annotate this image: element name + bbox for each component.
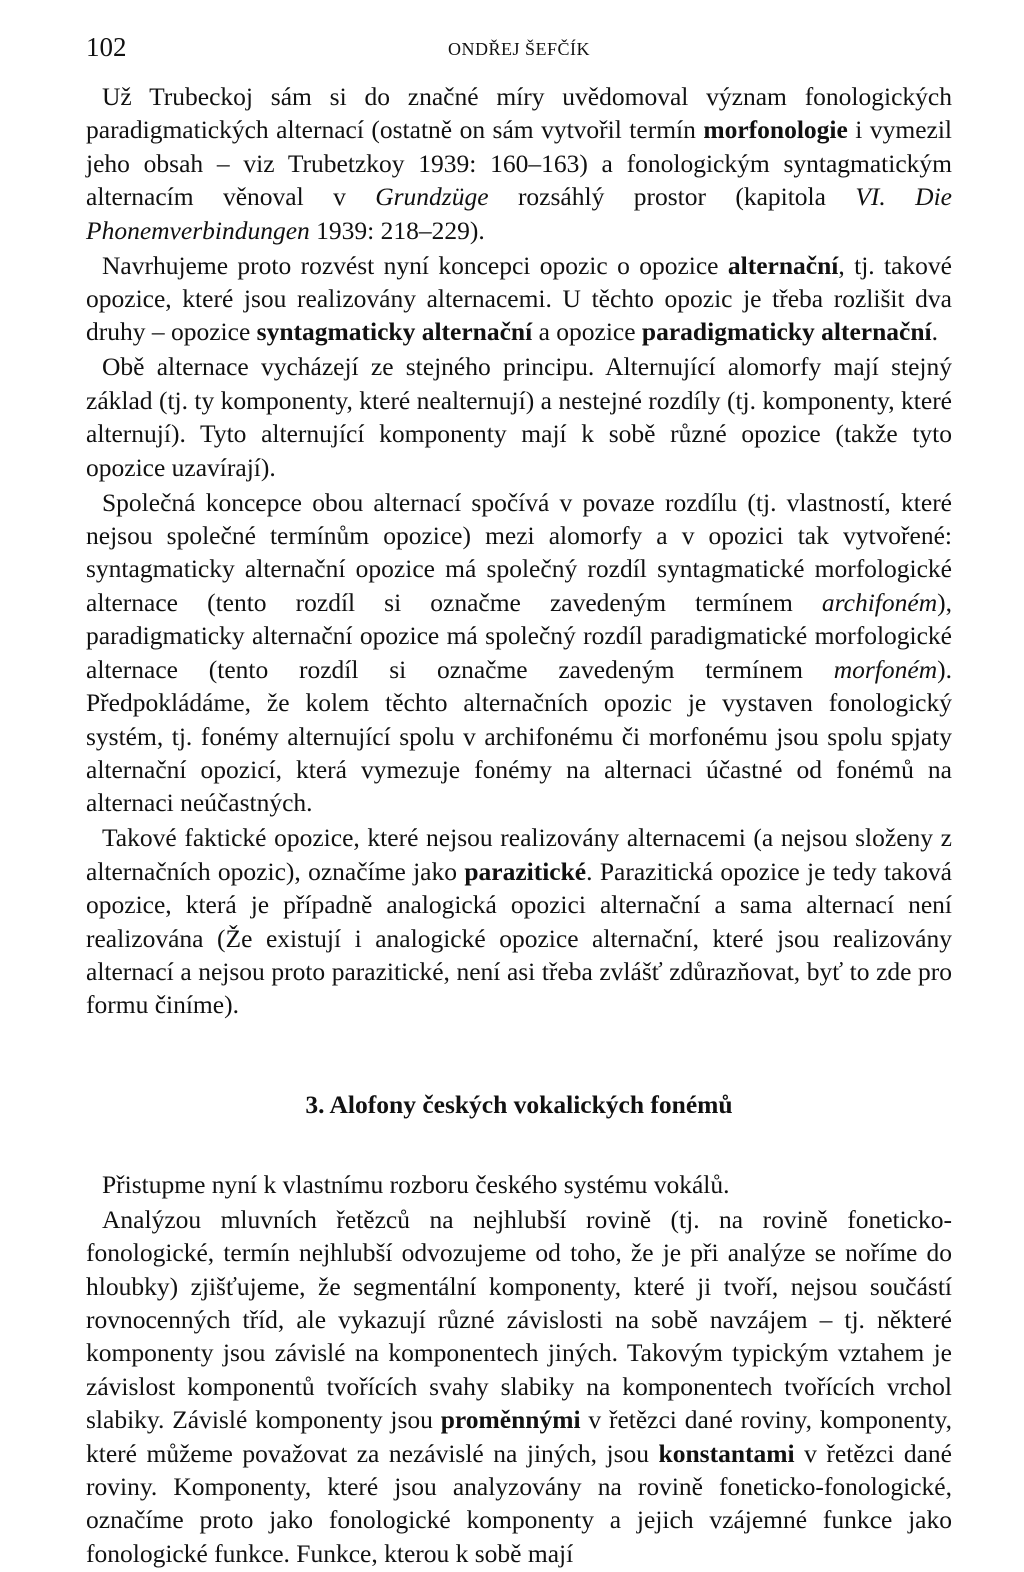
text-segment: Už Trubeckoj sám si do značné míry uvědomoval význam fonologických paradigmatických alternací (ostatně on sám vytvořil termín xyxy=(86,82,952,145)
paragraph xyxy=(86,486,952,820)
text-segment: ), paradigmaticky alternační opozice má společný rozdíl paradigmatické morfologické alternace (tento rozdíl si označme zavedeným termínem xyxy=(86,587,952,684)
page-header xyxy=(86,30,952,64)
page-number: 102 xyxy=(86,32,127,62)
text-segment: Obě alternace vycházejí ze stejného principu. Alternující alomorfy mají stejný základ (tj. ty komponenty, které nealternují) a nestejné rozdíly (tj. komponenty, které alternují). Tyto alternující komponenty mají k sobě různé opozice (takže tyto opozice uzavírají). xyxy=(86,352,952,482)
text-segment: 1939: 218–229). xyxy=(309,215,485,245)
paragraph xyxy=(86,350,952,484)
paragraphs-before-section xyxy=(86,80,952,1022)
text-segment: . xyxy=(931,317,938,347)
running-head: ONDŘEJ ŠEFČÍK xyxy=(447,39,591,59)
text-segment: i vymezil jeho obsah – viz Trubetzkoy 1939: 160–163) a fonologickým syntagmatickým alternacím věnoval v xyxy=(86,115,952,212)
text-segment: Analýzou mluvních řetězců na nejhlubší rovině (tj. na rovině foneticko-fonologické, termín nejhlubší odvozujeme od toho, že je při analýze se noříme do hloubky) zjišťujeme, že segmentální komponenty, které ji tvoří, nejsou součástí rovnocenných tříd, ale vykazují různé závislosti na sobě navzájem – tj. některé komponenty jsou závislé na komponentech jiných. Takovým typickým vztahem je závislost komponentů tvořících svahy slabiky na komponentech tvořících vrchol slabiky. Závislé komponenty jsou xyxy=(86,1204,952,1435)
italic-term: morfoném xyxy=(833,654,938,684)
text-segment: Přistupme nyní k vlastnímu rozboru českého systému vokálů. xyxy=(102,1169,730,1199)
paragraph xyxy=(86,80,952,247)
paragraph xyxy=(86,249,952,349)
italic-term: archifoném xyxy=(821,587,938,617)
bold-term: parazitické xyxy=(464,856,587,886)
paragraph xyxy=(86,821,952,1021)
text-segment: . Parazitická opozice je tedy taková opozice, která je případně analogická opozici alternační a sama alternací není realizována (Že existují i analogické opozice alternační, které jsou realizovány alternací a nejsou proto parazitické, není asi třeba zvlášť zdůrazňovat, byť to zde pro formu činíme). xyxy=(86,856,952,1020)
text-segment: , tj. takové opozice, které jsou realizovány alternacemi. U těchto opozic je třeba rozlišit dva druhy – opozice xyxy=(86,250,952,347)
text-segment: Takové faktické opozice, které nejsou realizovány alternacemi (a nejsou složeny z alternačních opozic), označíme jako xyxy=(86,823,952,886)
bold-term: paradigmaticky alternační xyxy=(641,317,932,347)
text-segment: rozsáhlý prostor (kapitola xyxy=(488,182,856,212)
bold-term: morfonologie xyxy=(703,115,848,145)
bold-term: syntagmaticky alternační xyxy=(256,317,533,347)
text-segment: v řetězci dané roviny, komponenty, které můžeme považovat za nezávislé na jiných, jsou xyxy=(86,1405,953,1468)
bold-term: proměnnými xyxy=(440,1405,581,1435)
section-heading: 3. Alofony českých vokalických fonémů xyxy=(305,1089,733,1119)
body-text xyxy=(86,80,952,1572)
paragraph xyxy=(86,1203,952,1570)
text-segment: ). Předpokládáme, že kolem těchto alternačních opozic je vystaven fonologický systém, tj. fonémy alternující spolu v archifonému či morfonému jsou spolu spjaty alternační opozicí, která vymezuje fonémy na alternaci účastné od fonémů na alternaci neúčastných. xyxy=(86,654,952,818)
text-segment: a opozice xyxy=(532,317,642,347)
bold-term: alternační xyxy=(727,250,839,280)
text-segment: Společná koncepce obou alternací spočívá v povaze rozdílu (tj. vlastností, které nejsou společné termínům opozice) mezi alomorfy a v opozici tak vytvořené: syntagmaticky alternační opozice má společný rozdíl syntagmatické morfologické alternace (tento rozdíl si označme zavedeným termínem xyxy=(86,487,952,617)
text-segment: v řetězci dané roviny. Komponenty, které jsou analyzovány na rovině foneticko-fonologické, označíme proto jako fonologické komponenty a jejich vzájemné funkce jako fonologické funkce. Funkce, kterou k sobě mají xyxy=(86,1438,952,1568)
italic-term: VI. Die Phonemverbindungen xyxy=(86,182,953,245)
bold-term: konstantami xyxy=(658,1438,795,1468)
text-segment: Navrhujeme proto rozvést nyní koncepci opozic o opozice xyxy=(102,250,728,280)
italic-term: Grundzüge xyxy=(375,182,489,212)
paragraph xyxy=(86,1168,952,1201)
